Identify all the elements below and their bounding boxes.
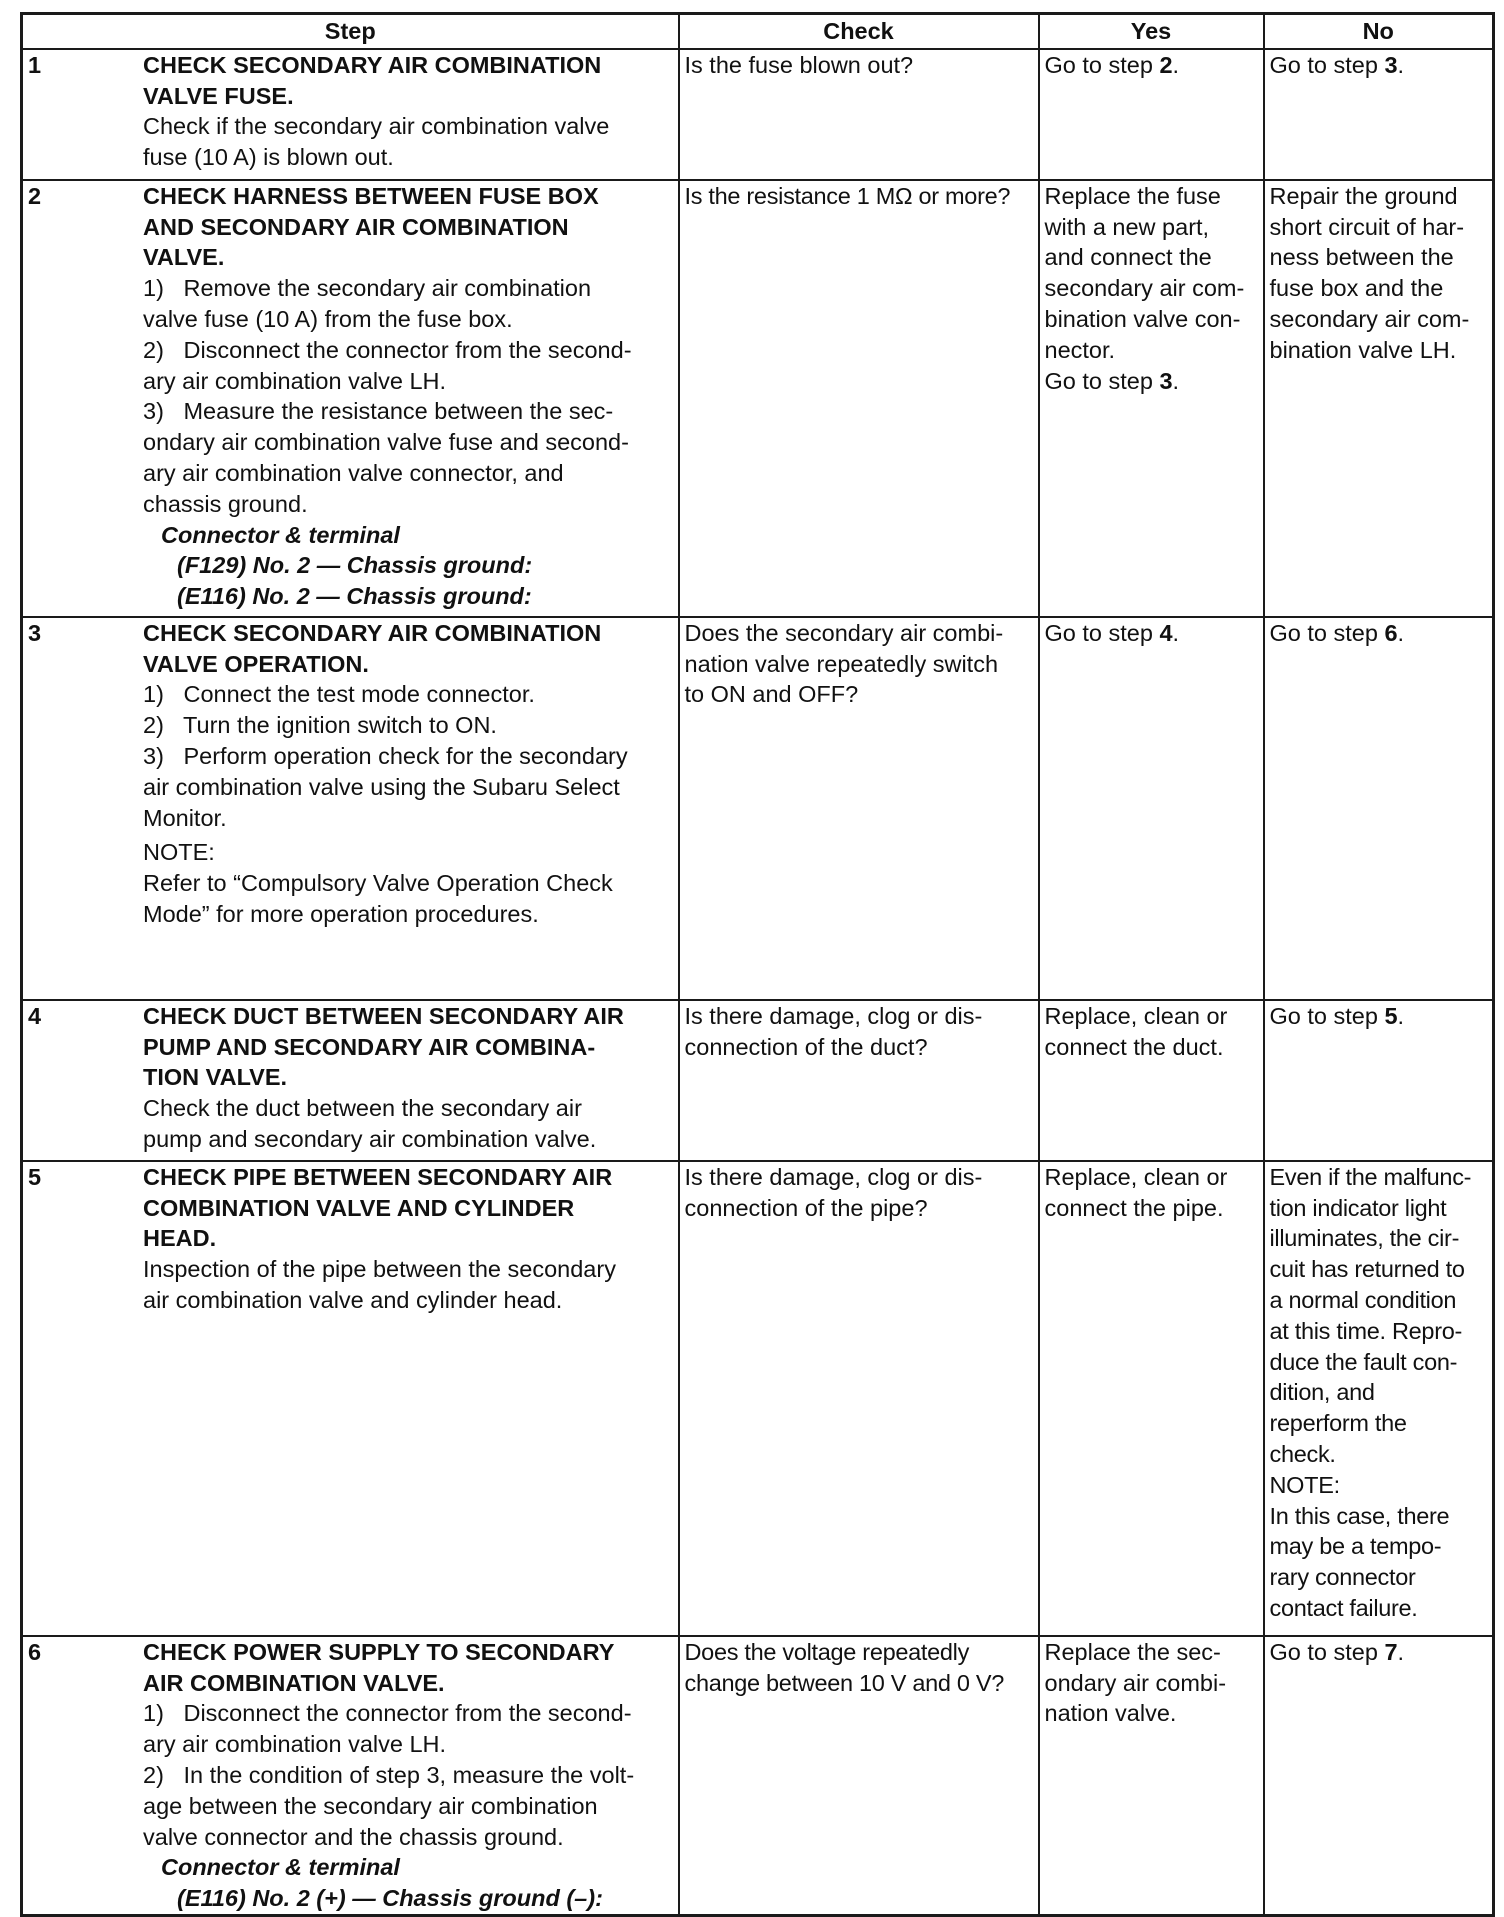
check-text: Does the voltage repeatedly bbox=[684, 1638, 970, 1665]
check-text: Is there damage, clog or dis- bbox=[684, 1163, 983, 1190]
no-goto: Go to step 7. bbox=[1269, 1638, 1405, 1665]
step-text: pump and secondary air combination valve. bbox=[143, 1125, 597, 1152]
step-text: air combination valve using the Subaru Select bbox=[143, 773, 620, 800]
step-text: ondary air combination valve fuse and second- bbox=[143, 429, 629, 456]
step-text: 3) Perform operation check for the secondary bbox=[143, 742, 628, 769]
no-cell bbox=[1264, 180, 1494, 617]
check-text: nation valve repeatedly switch bbox=[684, 650, 999, 677]
step-link: 2 bbox=[1159, 51, 1173, 78]
no-text: check. bbox=[1269, 1440, 1336, 1467]
table-row bbox=[22, 49, 1494, 180]
step-title: VALVE FUSE. bbox=[143, 82, 294, 109]
step-number: 2 bbox=[28, 182, 42, 209]
no-text: Repair the ground bbox=[1269, 182, 1458, 209]
check-cell bbox=[679, 180, 1039, 617]
connector-terminal-label: Connector & terminal bbox=[161, 521, 400, 548]
step-link: 4 bbox=[1159, 619, 1173, 646]
step-text: ary air combination valve LH. bbox=[143, 367, 447, 394]
check-text: Is the fuse blown out? bbox=[684, 51, 914, 78]
yes-text: nector. bbox=[1044, 336, 1116, 363]
step-text: 2) In the condition of step 3, measure the volt- bbox=[143, 1761, 635, 1788]
step-title: CHECK POWER SUPPLY TO SECONDARY bbox=[143, 1638, 615, 1665]
no-cell bbox=[1264, 1636, 1494, 1916]
note-text: Refer to “Compulsory Valve Operation Check bbox=[143, 870, 613, 897]
step-title: CHECK SECONDARY AIR COMBINATION bbox=[143, 51, 602, 78]
no-cell bbox=[1264, 1161, 1494, 1636]
yes-cell bbox=[1039, 49, 1264, 180]
step-title: HEAD. bbox=[143, 1225, 217, 1252]
table-row bbox=[22, 617, 1494, 1000]
note-text: may be a tempo- bbox=[1269, 1533, 1442, 1560]
no-text: at this time. Repro- bbox=[1269, 1317, 1463, 1344]
diagnostic-procedure-table bbox=[20, 12, 1495, 1917]
step-text: chassis ground. bbox=[143, 490, 308, 517]
yes-cell bbox=[1039, 1636, 1264, 1916]
no-goto: Go to step 3. bbox=[1269, 51, 1405, 78]
no-text: illuminates, the cir- bbox=[1269, 1225, 1460, 1252]
yes-goto: Go to step 4. bbox=[1044, 619, 1180, 646]
note-text: Mode” for more operation procedures. bbox=[143, 900, 539, 927]
step-cell bbox=[22, 180, 679, 617]
check-text: change between 10 V and 0 V? bbox=[684, 1669, 1005, 1696]
check-text: Is the resistance 1 MΩ or more? bbox=[684, 182, 1011, 209]
check-text: Does the secondary air combi- bbox=[684, 619, 1004, 646]
yes-text: Replace, clean or bbox=[1044, 1002, 1228, 1029]
step-text: Check the duct between the secondary air bbox=[143, 1095, 582, 1122]
no-goto: Go to step 6. bbox=[1269, 619, 1405, 646]
no-text: Even if the malfunc- bbox=[1269, 1163, 1472, 1190]
step-title: CHECK DUCT BETWEEN SECONDARY AIR bbox=[143, 1002, 624, 1029]
yes-cell bbox=[1039, 1000, 1264, 1161]
connector-terminal-spec: (F129) No. 2 — Chassis ground: bbox=[177, 552, 533, 579]
no-text: fuse box and the bbox=[1269, 275, 1444, 302]
yes-cell bbox=[1039, 180, 1264, 617]
connector-terminal-spec: (E116) No. 2 (+) — Chassis ground (–): bbox=[177, 1885, 603, 1912]
step-number: 6 bbox=[28, 1638, 42, 1665]
document-page bbox=[20, 12, 1492, 1917]
step-link: 6 bbox=[1384, 619, 1398, 646]
no-cell bbox=[1264, 49, 1494, 180]
check-cell bbox=[679, 1636, 1039, 1916]
no-text: a normal condition bbox=[1269, 1286, 1457, 1313]
step-title: VALVE. bbox=[143, 244, 225, 271]
step-text: ary air combination valve connector, and bbox=[143, 459, 564, 486]
connector-terminal-label: Connector & terminal bbox=[161, 1854, 400, 1881]
step-text: air combination valve and cylinder head. bbox=[143, 1286, 563, 1313]
step-cell bbox=[22, 49, 679, 180]
step-number: 3 bbox=[28, 619, 42, 646]
no-cell bbox=[1264, 1000, 1494, 1161]
header-no: No bbox=[1264, 14, 1494, 49]
yes-text: secondary air com- bbox=[1044, 275, 1245, 302]
yes-cell bbox=[1039, 617, 1264, 1000]
yes-text: and connect the bbox=[1044, 244, 1212, 271]
step-text: 1) Disconnect the connector from the second- bbox=[143, 1700, 632, 1727]
step-text: 2) Turn the ignition switch to ON. bbox=[143, 712, 497, 739]
no-text: tion indicator light bbox=[1269, 1194, 1447, 1221]
check-cell bbox=[679, 617, 1039, 1000]
yes-text: with a new part, bbox=[1044, 213, 1210, 240]
table-row bbox=[22, 180, 1494, 617]
yes-cell bbox=[1039, 1161, 1264, 1636]
table-row bbox=[22, 1000, 1494, 1161]
no-text: duce the fault con- bbox=[1269, 1348, 1458, 1375]
step-title: PUMP AND SECONDARY AIR COMBINA- bbox=[143, 1033, 596, 1060]
step-title: CHECK HARNESS BETWEEN FUSE BOX bbox=[143, 182, 599, 209]
yes-text: connect the pipe. bbox=[1044, 1194, 1224, 1221]
yes-text: bination valve con- bbox=[1044, 305, 1241, 332]
connector-terminal-spec: (E116) No. 2 — Chassis ground: bbox=[177, 583, 532, 610]
no-text: secondary air com- bbox=[1269, 305, 1470, 332]
step-text: ary air combination valve LH. bbox=[143, 1731, 447, 1758]
step-text: 3) Measure the resistance between the sec- bbox=[143, 398, 614, 425]
no-text: reperform the bbox=[1269, 1410, 1407, 1437]
step-text: age between the secondary air combination bbox=[143, 1792, 598, 1819]
no-text: short circuit of har- bbox=[1269, 213, 1465, 240]
step-link: 7 bbox=[1384, 1638, 1398, 1665]
no-text: cuit has returned to bbox=[1269, 1256, 1465, 1283]
step-title: TION VALVE. bbox=[143, 1064, 288, 1091]
step-title: VALVE OPERATION. bbox=[143, 650, 369, 677]
yes-text: Replace the fuse bbox=[1044, 182, 1221, 209]
no-text: bination valve LH. bbox=[1269, 336, 1457, 363]
step-text: 1) Connect the test mode connector. bbox=[143, 681, 535, 708]
no-goto: Go to step 5. bbox=[1269, 1002, 1405, 1029]
no-cell bbox=[1264, 617, 1494, 1000]
step-link: 5 bbox=[1384, 1002, 1398, 1029]
note-text: contact failure. bbox=[1269, 1594, 1418, 1621]
header-row bbox=[22, 14, 1494, 49]
step-text: fuse (10 A) is blown out. bbox=[143, 144, 394, 171]
check-cell bbox=[679, 1161, 1039, 1636]
header-yes: Yes bbox=[1039, 14, 1264, 49]
no-text: dition, and bbox=[1269, 1379, 1375, 1406]
check-cell bbox=[679, 1000, 1039, 1161]
yes-text: nation valve. bbox=[1044, 1700, 1177, 1727]
step-number: 5 bbox=[28, 1163, 42, 1190]
yes-goto: Go to step 2. bbox=[1044, 51, 1180, 78]
check-text: to ON and OFF? bbox=[684, 681, 859, 708]
step-cell bbox=[22, 1161, 679, 1636]
yes-text: Replace the sec- bbox=[1044, 1638, 1221, 1665]
header-check: Check bbox=[679, 14, 1039, 49]
step-text: Check if the secondary air combination valve bbox=[143, 113, 610, 140]
step-text: Inspection of the pipe between the secondary bbox=[143, 1256, 616, 1283]
yes-text: ondary air combi- bbox=[1044, 1669, 1227, 1696]
note-label: NOTE: bbox=[143, 839, 215, 866]
check-text: connection of the duct? bbox=[684, 1033, 928, 1060]
check-text: Is there damage, clog or dis- bbox=[684, 1002, 983, 1029]
step-link: 3 bbox=[1384, 51, 1398, 78]
step-title: CHECK PIPE BETWEEN SECONDARY AIR bbox=[143, 1163, 613, 1190]
step-number: 1 bbox=[28, 51, 42, 78]
step-title: CHECK SECONDARY AIR COMBINATION bbox=[143, 619, 602, 646]
step-title: AND SECONDARY AIR COMBINATION bbox=[143, 213, 569, 240]
step-text: 2) Disconnect the connector from the second- bbox=[143, 336, 632, 363]
no-text: ness between the bbox=[1269, 244, 1454, 271]
note-text: rary connector bbox=[1269, 1564, 1416, 1591]
step-title: COMBINATION VALVE AND CYLINDER bbox=[143, 1194, 575, 1221]
step-link: 3 bbox=[1159, 367, 1173, 394]
table-row bbox=[22, 1161, 1494, 1636]
step-text: valve fuse (10 A) from the fuse box. bbox=[143, 305, 513, 332]
step-cell bbox=[22, 1000, 679, 1161]
table-row bbox=[22, 1636, 1494, 1916]
check-cell bbox=[679, 49, 1039, 180]
step-text: 1) Remove the secondary air combination bbox=[143, 275, 592, 302]
yes-goto: Go to step 3. bbox=[1044, 367, 1180, 394]
yes-text: Replace, clean or bbox=[1044, 1163, 1228, 1190]
header-step: Step bbox=[22, 14, 679, 49]
step-title: AIR COMBINATION VALVE. bbox=[143, 1669, 445, 1696]
step-text: valve connector and the chassis ground. bbox=[143, 1823, 564, 1850]
note-text: In this case, there bbox=[1269, 1502, 1450, 1529]
step-cell bbox=[22, 617, 679, 1000]
check-text: connection of the pipe? bbox=[684, 1194, 928, 1221]
step-text: Monitor. bbox=[143, 804, 227, 831]
step-cell bbox=[22, 1636, 679, 1916]
note-label: NOTE: bbox=[1269, 1471, 1340, 1498]
step-number: 4 bbox=[28, 1002, 42, 1029]
yes-text: connect the duct. bbox=[1044, 1033, 1224, 1060]
